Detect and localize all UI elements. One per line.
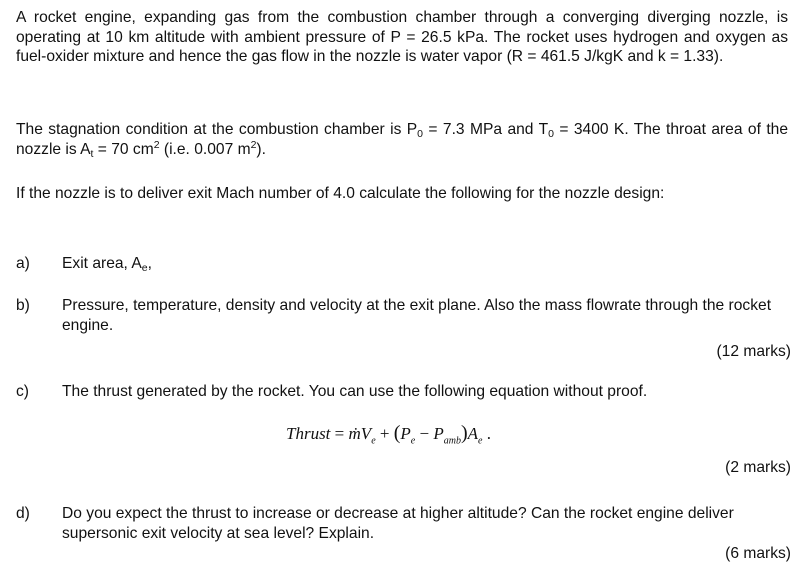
eq-v-sub: e — [371, 435, 376, 447]
item-c-marks: (2 marks) — [725, 459, 791, 476]
item-a-text-end: , — [147, 255, 152, 272]
m2-superscript: 2 — [250, 138, 257, 151]
eq-lhs: Thrust — [286, 424, 331, 443]
p0-subscript: 0 — [417, 128, 424, 140]
design-requirement-paragraph — [16, 184, 788, 204]
eq-plus: + — [375, 424, 394, 443]
stagnation-text-3: = 3400 K. The throat area of the nozzle is A — [16, 121, 788, 158]
eq-mdot: ṁ — [348, 424, 361, 443]
stagnation-text-5: (i.e. 0.007 m — [159, 140, 251, 158]
item-a-text-main: Exit area, A — [62, 255, 142, 272]
eq-close-paren: ) — [460, 422, 468, 444]
t0-subscript: 0 — [548, 128, 554, 140]
item-b-label: b) — [16, 297, 30, 314]
stagnation-text-4: = 70 cm — [93, 140, 154, 158]
stagnation-text-1: The stagnation condition at the combustion chamber is P — [16, 121, 418, 138]
item-c-text: The thrust generated by the rocket. You can use the following equation without proof. — [62, 383, 648, 400]
eq-p-sub: e — [410, 435, 416, 447]
intro-text: A rocket engine, expanding gas from the combustion chamber through a converging diverging nozzle, is operating at 10 km altitude with ambient pressure of P = 26.5 kPa. The rocket uses hydrogen and oxygen as fuel-oxider mixture and hence the gas flow in the nozzle is water vapor (R = 461.5 J/kgK and k = 1.33). — [16, 9, 788, 65]
eq-a-sub: e — [478, 435, 483, 447]
eq-equals: = — [330, 424, 349, 443]
eq-open-paren: ( — [393, 422, 401, 444]
design-requirement-text: If the nozzle is to deliver exit Mach number of 4.0 calculate the following for the nozzle design: — [16, 185, 665, 202]
thrust-equation — [286, 422, 491, 452]
cm2-superscript: 2 — [153, 138, 160, 151]
stagnation-conditions-paragraph — [16, 120, 788, 159]
eq-p: P — [400, 424, 411, 443]
eq-v: V — [360, 424, 372, 443]
item-d-text: Do you expect the thrust to increase or decrease at higher altitude? Can the rocket engine deliver supersonic exit velocity at sea level? Explain. — [62, 505, 734, 542]
item-a-label: a) — [16, 255, 30, 272]
eq-a: A — [467, 424, 479, 443]
eq-p-amb: P — [433, 424, 444, 443]
eq-end: . — [482, 424, 491, 443]
item-d-label: d) — [16, 505, 30, 522]
item-c-label: c) — [16, 383, 29, 400]
item-b-marks: (12 marks) — [716, 343, 791, 360]
at-subscript: t — [90, 147, 94, 160]
eq-minus: − — [415, 424, 434, 443]
stagnation-text-2: = 7.3 MPa and T — [423, 121, 549, 138]
item-d-marks: (6 marks) — [725, 545, 791, 562]
item-a-text — [62, 254, 791, 274]
ae-subscript: e — [141, 262, 148, 274]
problem-intro-paragraph — [16, 8, 788, 67]
eq-p-amb-sub: amb — [443, 435, 461, 447]
item-b-text: Pressure, temperature, density and velocity at the exit plane. Also the mass flowrate through the rocket engine. — [62, 297, 772, 334]
stagnation-text-6: ). — [256, 140, 266, 158]
